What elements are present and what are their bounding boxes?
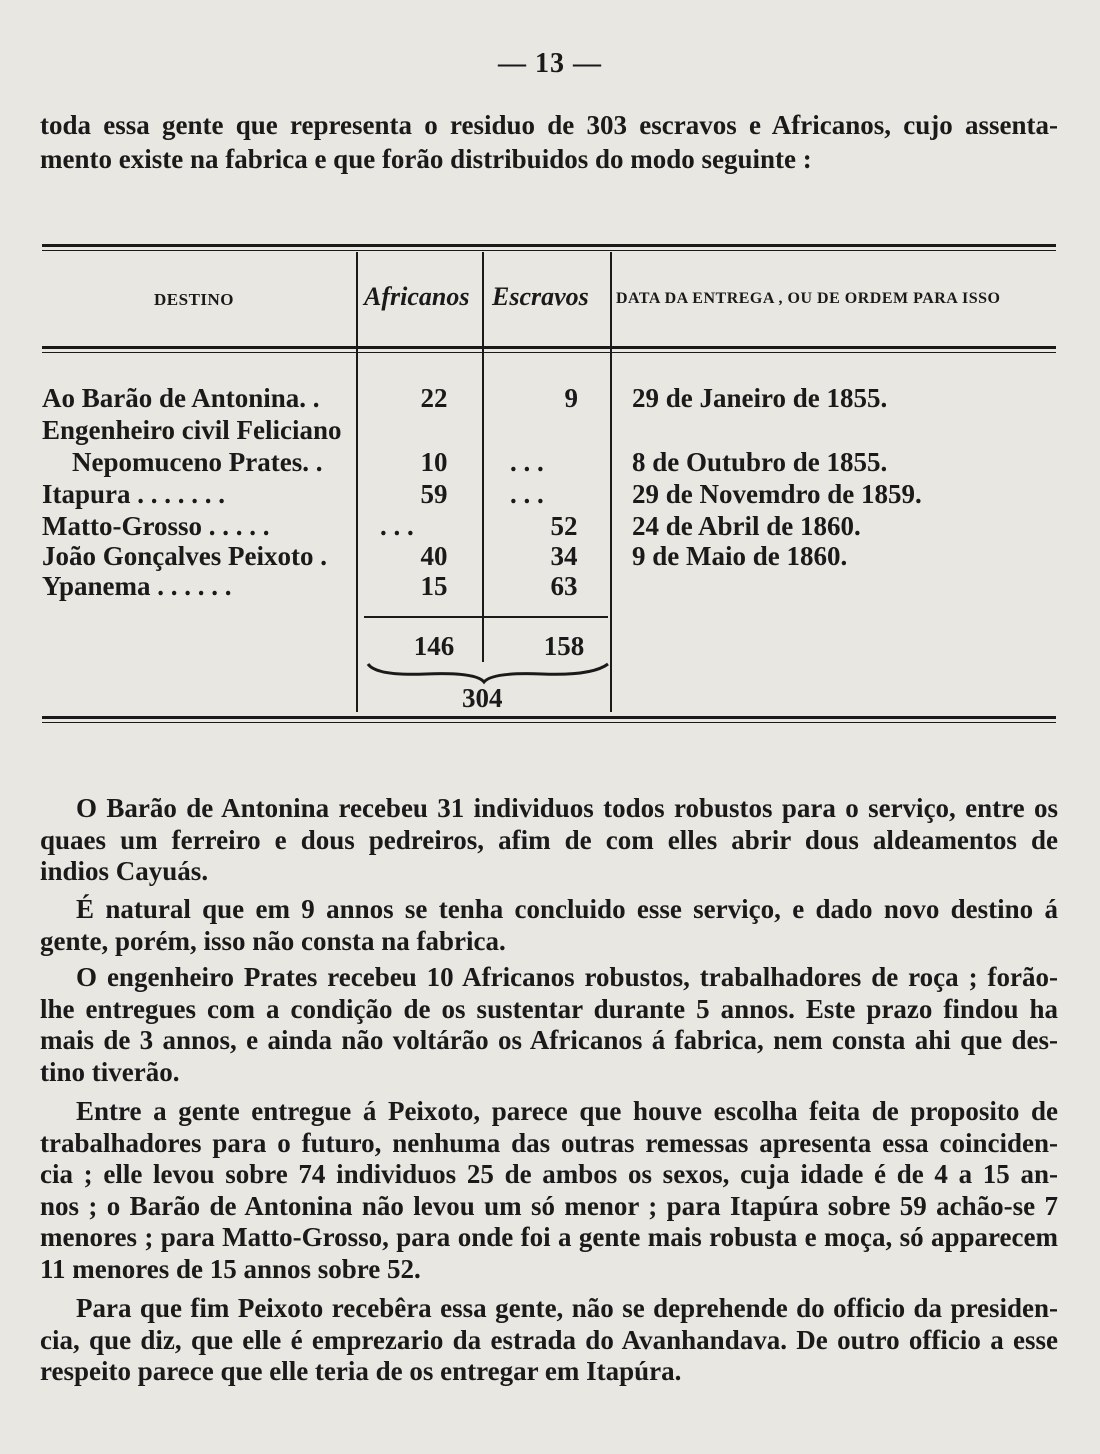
paragraph-natural	[40, 894, 1058, 957]
cell-data: 29 de Janeiro de 1855.	[632, 383, 888, 413]
paragraph-line: gente, porém, isso não consta na fabrica.	[40, 925, 506, 956]
cell-africanos: 15	[420, 571, 448, 601]
cell-data: 9 de Maio de 1860.	[632, 541, 848, 571]
table-bottom-rule	[42, 716, 1056, 723]
intro-line: mento existe na fabrica e que forão distribuidos do modo seguinte :	[40, 144, 812, 174]
paragraph-line: cia ; elle levou sobre 74 individuos 25 de ambos os sexos, cuja idade é de 4 a 15 an-	[40, 1159, 1058, 1189]
paragraph-prates	[40, 962, 1058, 1088]
header-destino: DESTINO	[154, 290, 235, 309]
paragraph-line: trabalhadores para o futuro, nenhuma das outras remessas apresenta essa coinciden-	[40, 1127, 1058, 1158]
cell-africanos: . . .	[380, 511, 414, 541]
column-divider	[356, 252, 358, 712]
paragraph-line: 11 menores de 15 annos sobre 52.	[40, 1253, 421, 1284]
paragraph-line: menores ; para Matto-Grosso, para onde foi a gente mais robusta e moça, só apparecem	[40, 1222, 1058, 1252]
paragraph-line: O Barão de Antonina recebeu 31 individuos todos robustos para o serviço, entre os	[76, 793, 1058, 823]
intro-paragraph	[40, 108, 1058, 176]
cell-data: 24 de Abril de 1860.	[632, 511, 861, 541]
cell-escravos: . . .	[510, 447, 544, 477]
paragraph-line: Para que fim Peixoto recebêra essa gente, não se deprehende do officio da presiden-	[76, 1293, 1058, 1323]
cell-destino: João Gonçalves Peixoto .	[42, 541, 327, 571]
table-top-rule	[42, 244, 1056, 251]
total-escravos: 158	[543, 631, 585, 661]
paragraph-line: lhe entregues com a condição de os sustentar durante 5 annos. Este prazo findou ha	[40, 993, 1058, 1024]
paragraph-line: O engenheiro Prates recebeu 10 Africanos robustos, trabalhadores de roça ; forão-	[76, 962, 1058, 992]
header-africanos: Africanos	[364, 282, 470, 311]
cell-data: 29 de Novemdro de 1859.	[632, 479, 922, 509]
intro-line: toda essa gente que representa o residuo de 303 escravos e Africanos, cujo assenta-	[40, 110, 1058, 140]
paragraph-antonina	[40, 793, 1058, 888]
paragraph-line: mais de 3 annos, e ainda não voltárão os Africanos á fabrica, nem consta ahi que des-	[40, 1025, 1058, 1055]
header-data: DATA DA ENTREGA , OU DE ORDEM PARA ISSO	[616, 290, 1001, 307]
cell-destino: Engenheiro civil Feliciano	[42, 415, 342, 445]
cell-escravos: . . .	[510, 479, 544, 509]
paragraph-line: Entre a gente entregue á Peixoto, parece que houve escolha feita de proposito de	[76, 1096, 1058, 1126]
paragraph-peixoto	[40, 1096, 1058, 1285]
paragraph-line: É natural que em 9 annos se tenha concluido esse serviço, e dado novo destino á	[76, 894, 1058, 924]
cell-escravos: 63	[550, 571, 578, 601]
cell-data: 8 de Outubro de 1855.	[632, 447, 888, 477]
cell-destino: Itapura . . . . . . .	[42, 479, 226, 509]
paragraph-line: quaes um ferreiro e dous pedreiros, afim de com elles abrir dous aldeamentos de	[40, 824, 1058, 855]
cell-escravos: 34	[550, 541, 578, 571]
paragraph-fim	[40, 1293, 1058, 1388]
paragraph-line: cia, que diz, que elle é emprezario da estrada do Avanhandava. De outro officio a esse	[40, 1324, 1058, 1355]
table-header-rule	[42, 346, 1056, 353]
cell-destino: Ypanema . . . . . .	[42, 571, 232, 601]
cell-escravos: 52	[550, 511, 578, 541]
cell-destino: Matto-Grosso . . . . .	[42, 511, 270, 541]
cell-africanos: 22	[420, 383, 448, 413]
paragraph-line: indios Cayuás.	[40, 856, 209, 886]
cell-escravos: 9	[564, 383, 578, 413]
cell-africanos: 40	[420, 541, 448, 571]
totals-rule	[364, 616, 608, 619]
cell-destino: Ao Barão de Antonina. .	[42, 383, 320, 413]
cell-africanos: 59	[420, 479, 448, 509]
total-combined: 304	[462, 683, 503, 713]
cell-africanos: 10	[420, 447, 448, 477]
header-escravos: Escravos	[492, 282, 589, 311]
total-africanos: 146	[413, 631, 455, 661]
paragraph-line: nos ; o Barão de Antonina não levou um só menor ; para Itapúra sobre 59 achão-se 7	[40, 1190, 1058, 1221]
paragraph-line: tino tiverão.	[40, 1056, 180, 1087]
page-number: — 13 —	[498, 48, 602, 79]
cell-destino: Nepomuceno Prates. .	[72, 447, 323, 477]
paragraph-line: respeito parece que elle teria de os entregar em Itapúra.	[40, 1356, 682, 1386]
